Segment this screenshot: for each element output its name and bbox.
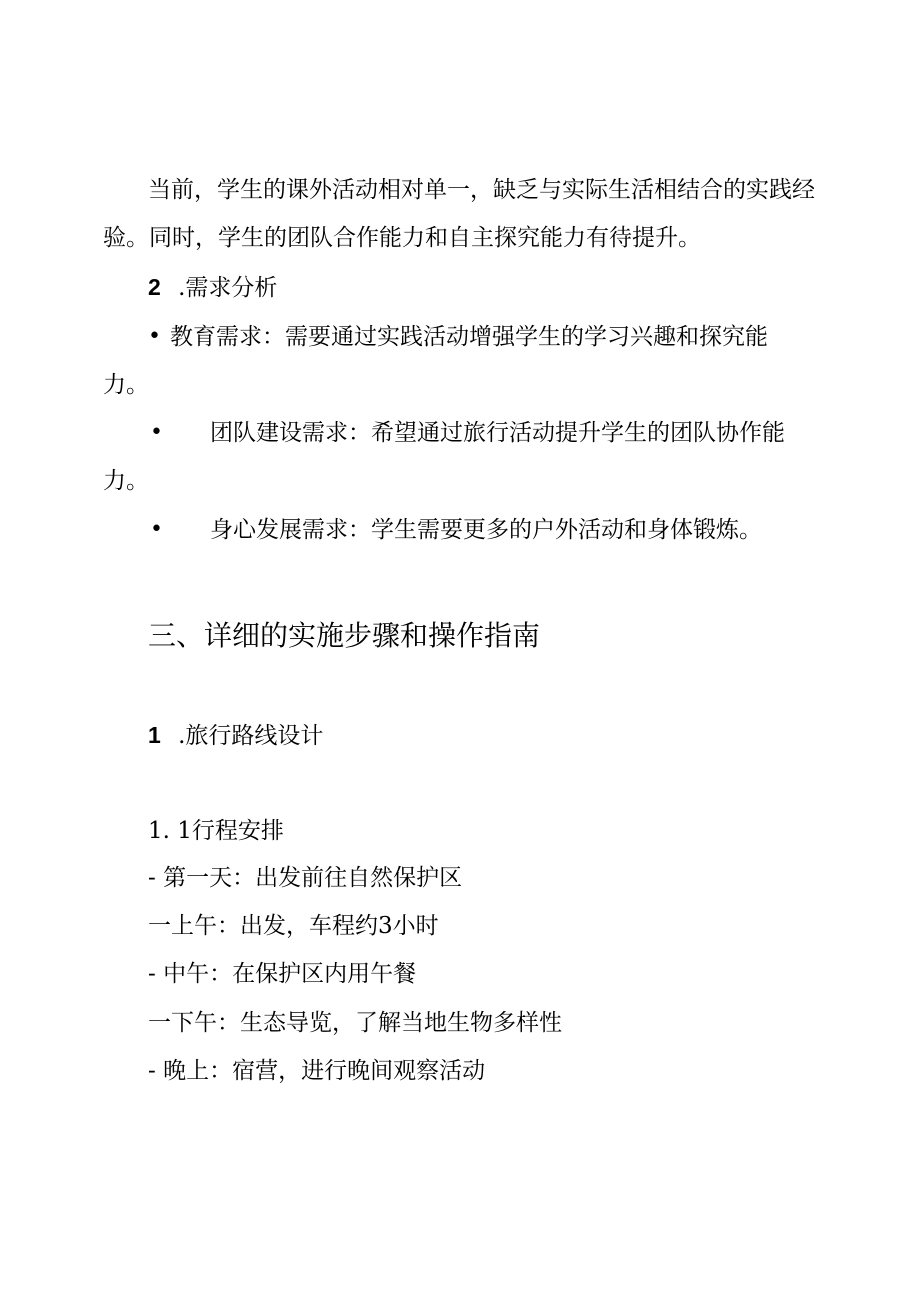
bullet-icon: • [148,324,161,349]
intro-paragraph-line-2: 验。同时，学生的团队合作能力和自主探究能力有待提升。 [103,225,701,251]
bullet-icon: • [150,420,163,445]
schedule-item-evening: - 晚上：宿营，进行晚间观察活动 [148,1058,486,1084]
needs-heading-title: .需求分析 [178,275,278,301]
itinerary-heading: 1. 1行程安排 [148,818,284,844]
need-item-education-line-1: 教育需求：需要通过实践活动增强学生的学习兴趣和探究能 [170,324,768,350]
schedule-item-day-one: - 第一天：出发前往自然保护区 [148,865,463,891]
needs-heading [148,272,277,303]
needs-heading-number: 2 [148,274,161,300]
need-item-team-line-1: 团队建设需求：希望通过旅行活动提升学生的团队协作能 [210,420,785,446]
need-item-health-line-1: 身心发展需求：学生需要更多的户外活动和身体锻炼。 [210,517,762,543]
route-design-heading [148,720,323,751]
schedule-item-noon: - 中午：在保护区内用午餐 [148,961,417,987]
need-item-education-line-2: 力。 [103,372,149,398]
section-3-heading: 三、详细的实施步骤和操作指南 [148,619,541,652]
schedule-item-morning: 一上午：出发，车程约3小时 [148,913,439,939]
schedule-item-afternoon: 一下午：生态导览，了解当地生物多样性 [148,1010,562,1036]
bullet-icon: • [150,517,163,542]
need-item-team-line-2: 力。 [103,468,149,494]
route-design-title: .旅行路线设计 [178,723,324,749]
intro-paragraph-line-1: 当前，学生的课外活动相对单一，缺乏与实际生活相结合的实践经 [148,177,815,203]
route-design-number: 1 [148,722,161,748]
